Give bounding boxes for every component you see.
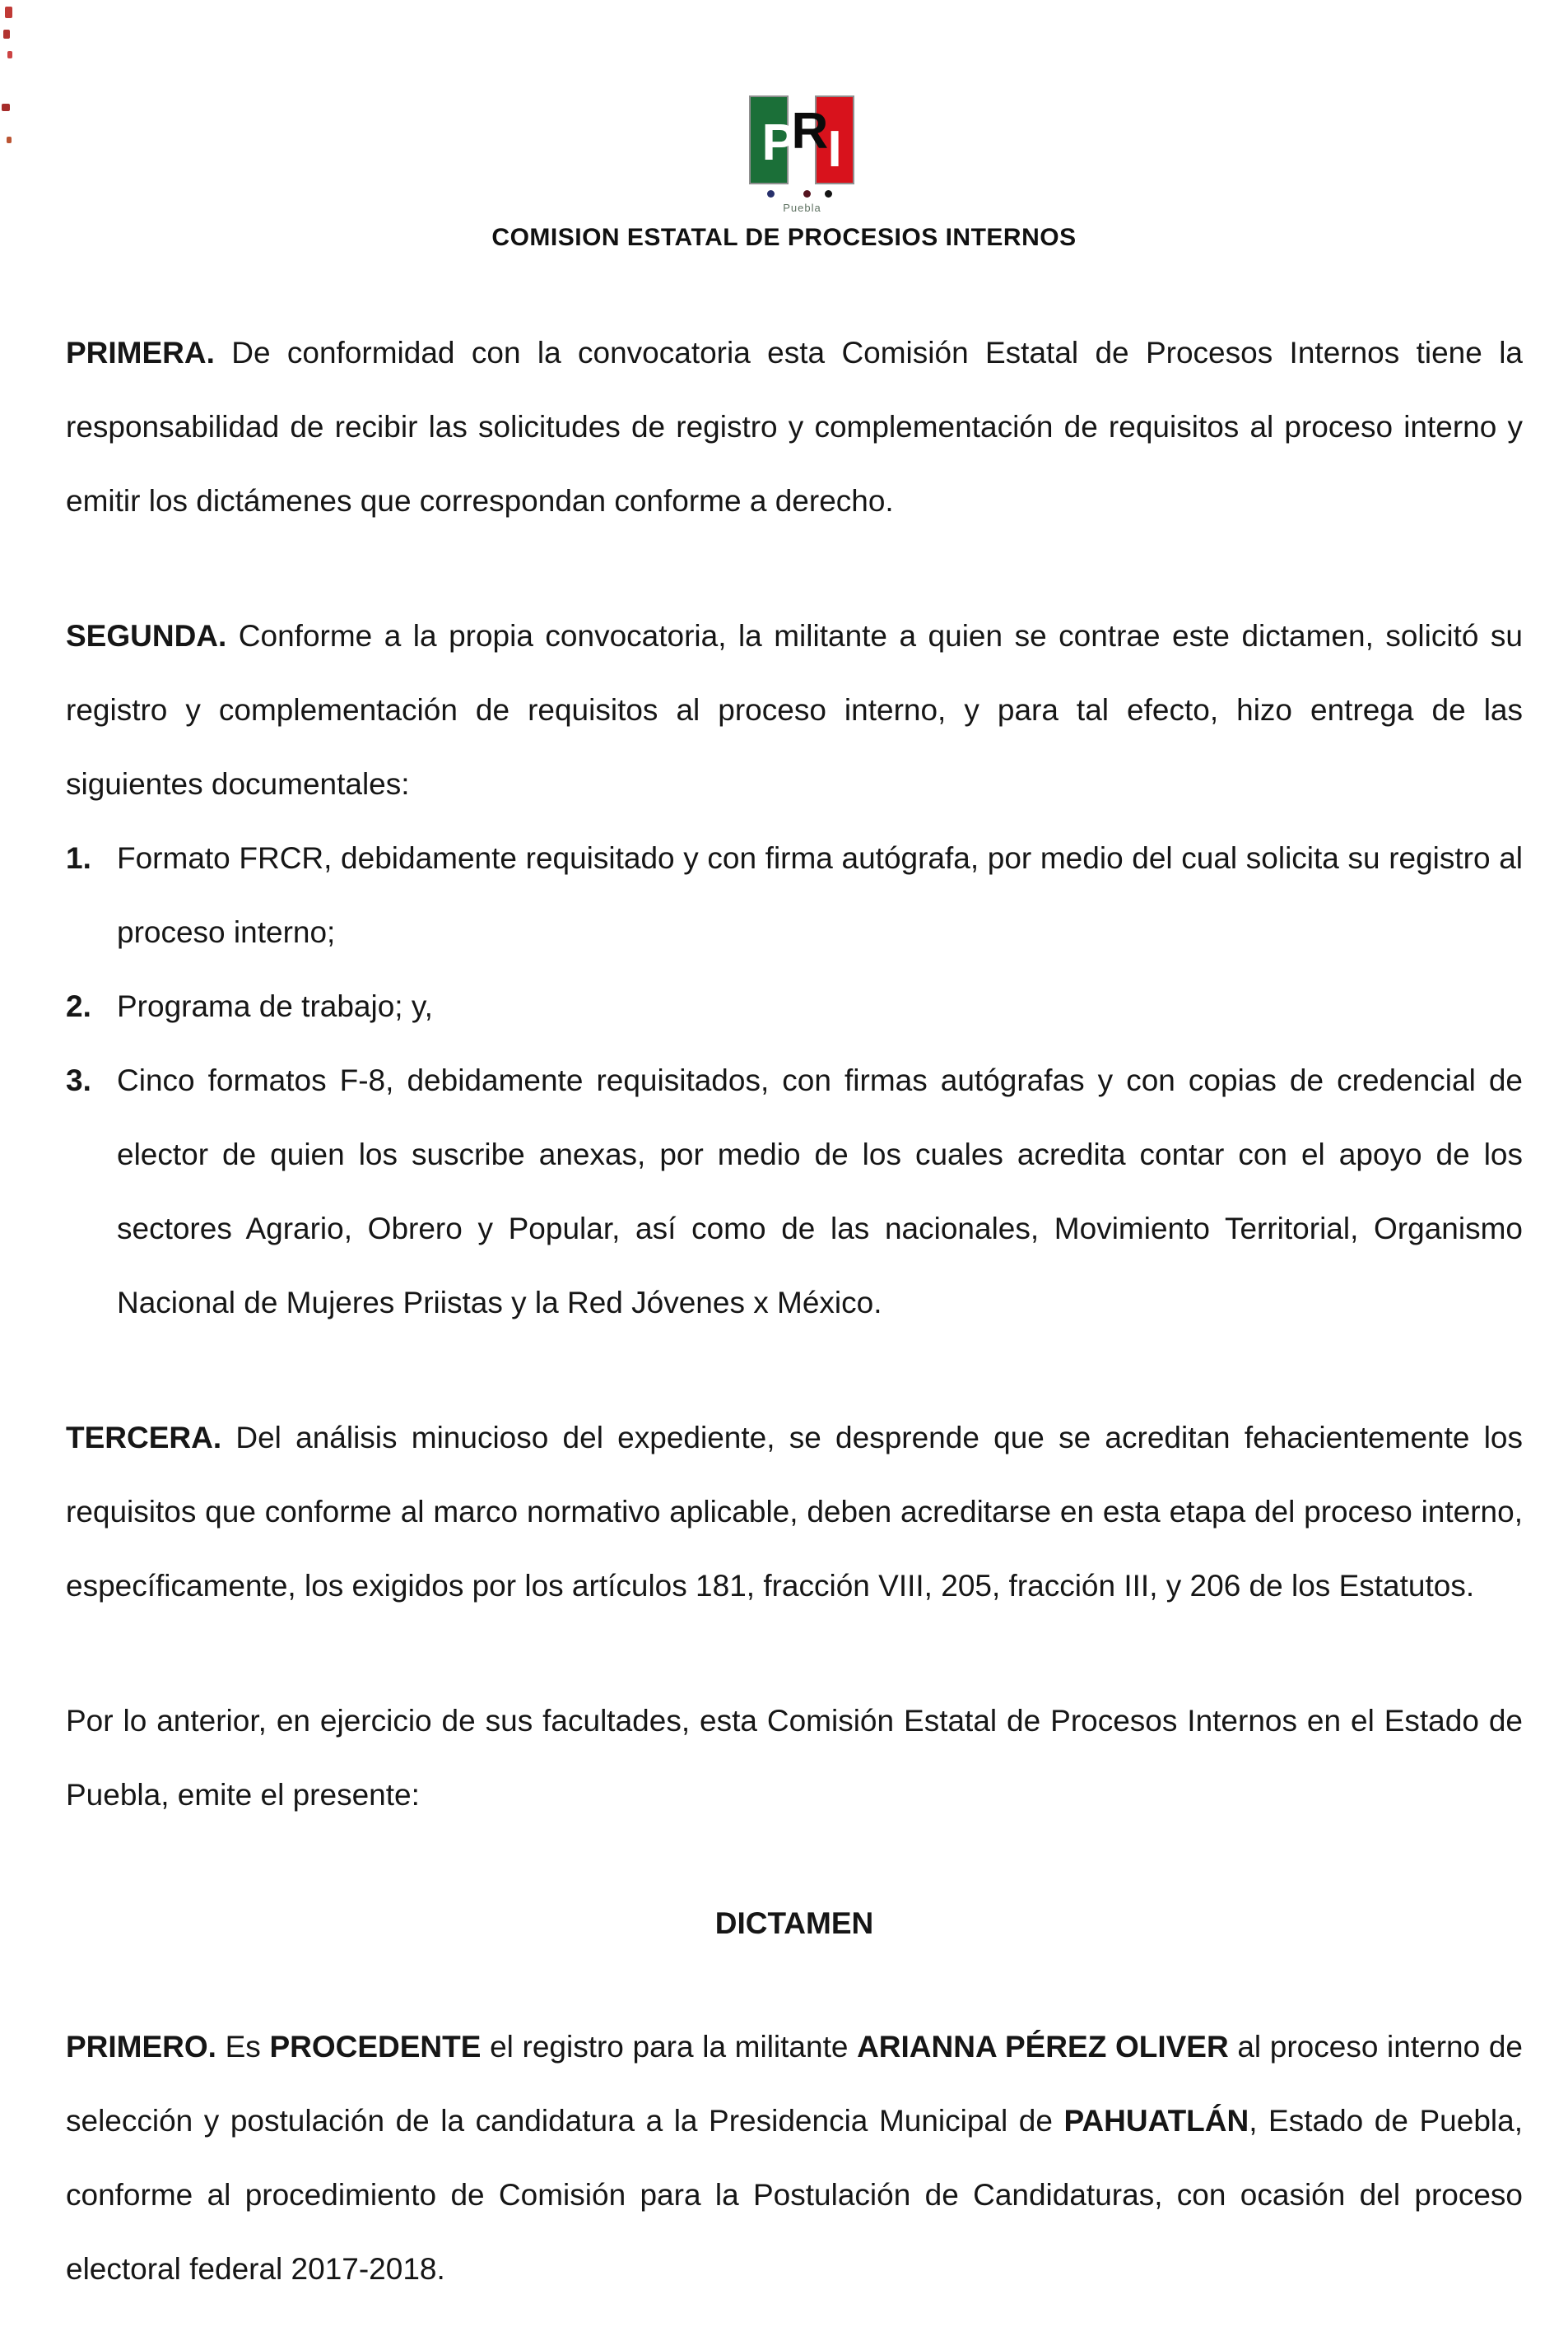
page-title: COMISION ESTATAL DE PROCESIOS INTERNOS [491, 224, 1077, 251]
list-item-text: Programa de trabajo; y, [117, 989, 433, 1023]
paragraph-por-lo-anterior: Por lo anterior, en ejercicio de sus facultades, esta Comisión Estatal de Procesos Internos en el Estado de Puebla, emite el presente: [66, 1704, 1523, 1812]
list-item-number: 2. [66, 989, 91, 1023]
list-item [66, 1044, 1523, 1340]
primero-segment: PRIMERO. [66, 2030, 216, 2064]
logo-dot [767, 190, 775, 198]
list-item [66, 970, 1523, 1044]
primero-segment: , Estado de Puebla, conforme al procedimiento de Comisión para la Postulación de Candidaturas, con ocasión del proceso electoral federal 2017-2018. [66, 2104, 1523, 2286]
primero-segment: ARIANNA PÉREZ OLIVER [857, 2030, 1229, 2064]
logo-letter-i: I [827, 121, 842, 178]
primero-segment: Es [216, 2030, 270, 2064]
dictamen-heading: DICTAMEN [714, 1906, 874, 1940]
primero-segment: al proceso interno de selección y postulación de la candidatura a la Presidencia Municipal de [66, 2030, 1523, 2138]
scan-artifact [2, 104, 10, 111]
paragraph-segunda-label: SEGUNDA. [66, 619, 227, 653]
list-item-text: Formato FRCR, debidamente requisitado y con firma autógrafa, por medio del cual solicita su registro al proceso interno; [117, 841, 1523, 949]
paragraph-primera-text: De conformidad con la convocatoria esta Comisión Estatal de Procesos Internos tiene la responsabilidad de recibir las solicitudes de registro y complementación de requisitos al proceso interno y emitir los dictámenes que correspondan conforme a derecho. [66, 336, 1523, 518]
list-item [66, 821, 1523, 970]
paragraph-tercera-text: Del análisis minucioso del expediente, se desprende que se acreditan fehacientemente los requisitos que conforme al marco normativo aplicable, deben acreditarse en esta etapa del proceso interno, específicamente, los exigidos por los artículos 181, fracción VIII, 205, fracción III, y 206 de los Estatutos. [66, 1421, 1523, 1603]
paragraph-primera [66, 316, 1523, 538]
scan-artifact [5, 7, 12, 18]
primero-segment: el registro para la militante [481, 2030, 858, 2064]
paragraph-tercera [66, 1401, 1523, 1623]
logo-dot [803, 190, 811, 198]
scan-artifact [7, 51, 12, 58]
paragraph-segunda-text: Conforme a la propia convocatoria, la militante a quien se contrae este dictamen, solicitó su registro y complementación de requisitos al proceso interno, y para tal efecto, hizo entrega de las siguientes documentales: [66, 619, 1523, 801]
logo-letter-r: R [791, 103, 829, 160]
pri-logo [749, 95, 856, 214]
paragraph-primera-label: PRIMERA. [66, 336, 215, 370]
paragraph-tercera-label: TERCERA. [66, 1421, 222, 1454]
scan-artifact [7, 137, 12, 143]
paragraph-primero [66, 2010, 1523, 2306]
list-item-number: 1. [66, 841, 91, 875]
pri-logo-emblem [749, 95, 856, 188]
scan-artifact [3, 30, 10, 39]
primero-segment: PAHUATLÁN [1063, 2104, 1249, 2138]
primero-segment: PROCEDENTE [269, 2030, 482, 2064]
list-item-number: 3. [66, 1063, 91, 1097]
logo-dots [749, 190, 856, 200]
list-item-text: Cinco formatos F-8, debidamente requisitados, con firmas autógrafas y con copias de credencial de elector de quien los suscribe anexas, por medio de los cuales acredita contar con el apoyo de los sectores Agrario, Obrero y Popular, así como de las nacionales, Movimiento Territorial, Organismo Nacional de Mujeres Priistas y la Red Jóvenes x México. [117, 1063, 1523, 1319]
documentales-list [66, 821, 1523, 1340]
logo-dot [825, 190, 832, 198]
logo-letter-p: P [761, 114, 796, 171]
document-body [0, 316, 1568, 2306]
document-header [0, 95, 1568, 252]
paragraph-segunda [66, 599, 1523, 821]
logo-sublabel: Puebla [783, 202, 821, 214]
